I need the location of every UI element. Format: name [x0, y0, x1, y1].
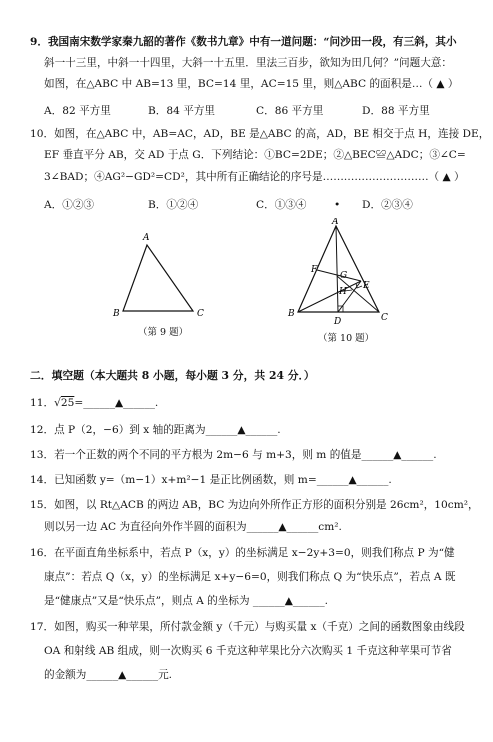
fig10-label-c: C [381, 313, 388, 323]
q10-stray-dot: • [334, 199, 341, 211]
q15-line-1: 15．如图，以 Rt△ACB 的两边 AB，BC 为边向外所作正方形的面积分别是 26cm²，10cm²， [30, 499, 479, 511]
fig10-label-f: F [311, 265, 318, 275]
sqrt-symbol: √ [54, 397, 61, 409]
q11-radicand: 25 [60, 397, 75, 409]
q10-option-a: A．①②③ [44, 199, 95, 211]
q12-line: 12．点 P（2，−6）到 x 轴的距离为______▲______. [30, 424, 281, 436]
q10-line-2: EF 垂直平分 AB，交 AD 于点 G．下列结论：①BC=2DE；②△BEC≌△ADC；③∠C= [44, 149, 466, 161]
q11-line [30, 396, 470, 410]
q14-line: 14．已知函数 y=（m−1）x+m²−1 是正比例函数，则 m=______▲______. [30, 474, 392, 486]
q10-option-b: B．①②④ [148, 199, 199, 211]
q11-blank: =______▲______. [74, 397, 159, 409]
figure-9-triangle [105, 228, 225, 328]
fig10-label-d: D [334, 317, 342, 327]
q9-option-a: A．82 平方里 [44, 105, 111, 117]
q16-line-3: 是“健康点”又是“快乐点”，则点 A 的坐标为 ______▲______. [44, 595, 328, 607]
fig10-label-b: B [288, 309, 295, 319]
fig9-label-b: B [113, 309, 120, 319]
q9-line-1: 9．我国南宋数学家秦九韶的著作《数书九章》中有一道问题：“问沙田一段，有三斜，其小 [30, 36, 457, 48]
q9-option-b: B．84 平方里 [148, 105, 216, 117]
fig10-label-h: H [339, 287, 347, 297]
q16-line-2: 康点”：若点 Q（x，y）的坐标满足 x+y−6=0，则我们称点 Q 为“快乐点”，若点 A 既 [44, 571, 456, 583]
q16-line-1: 16．在平面直角坐标系中，若点 P（x，y）的坐标满足 x−2y+3=0，则我们称点 P 为“健 [30, 547, 455, 559]
q10-line-1: 10．如图，在△ABC 中，AB=AC，AD，BE 是△ABC 的高，AD，BE 相交于点 H，连接 DE， [30, 128, 490, 140]
figure-10-triangle [284, 218, 394, 330]
q10-line-3: 3∠BAD；④AG²−GD²=CD²，其中所有正确结论的序号是…………………………（ ▲ ） [44, 171, 465, 183]
q10-option-c: C．①③④ [256, 199, 307, 211]
q10-option-d: D．②③④ [362, 199, 413, 211]
fig9-label-a: A [143, 233, 150, 243]
figure-10-caption: （第 10 题） [318, 333, 375, 344]
q9-line-2: 斜一十三里，中斜一十四里，大斜一十五里．里法三百步，欲知为田几何？”问题大意： [44, 57, 452, 69]
section-2-title: 二．填空题（本大题共 8 小题，每小题 3 分，共 24 分．） [30, 369, 315, 382]
fig10-label-g: G [340, 271, 348, 281]
fig9-label-c: C [197, 309, 204, 319]
q15-line-2: 则以另一边 AC 为直径向外作半圆的面积为______▲______cm². [44, 521, 342, 533]
q13-line: 13．若一个正数的两个不同的平方根为 2m−6 与 m+3，则 m 的值是______▲______. [30, 449, 437, 461]
q17-line-1: 17．如图，购买一种苹果，所付款金额 y（千元）与购买量 x（千克）之间的函数图象由线段 [30, 621, 465, 633]
fig10-label-a: A [332, 218, 339, 227]
q9-line-3: 如图，在△ABC 中 AB=13 里，BC=14 里，AC=15 里，则△ABC 的面积是…（ ▲ ） [44, 78, 459, 90]
figure-9-caption: （第 9 题） [138, 327, 189, 338]
q9-option-d: D．88 平方里 [362, 105, 430, 117]
fig10-label-e: E [363, 281, 370, 291]
q17-line-2: OA 和射线 AB 组成，则一次购买 6 千克这种苹果比分六次购买 1 千克这种苹果可节省 [44, 645, 452, 657]
q17-line-3: 的金额为______▲______元. [44, 669, 173, 681]
q9-option-c: C．86 平方里 [256, 105, 324, 117]
q11-number: 11． [30, 397, 55, 409]
